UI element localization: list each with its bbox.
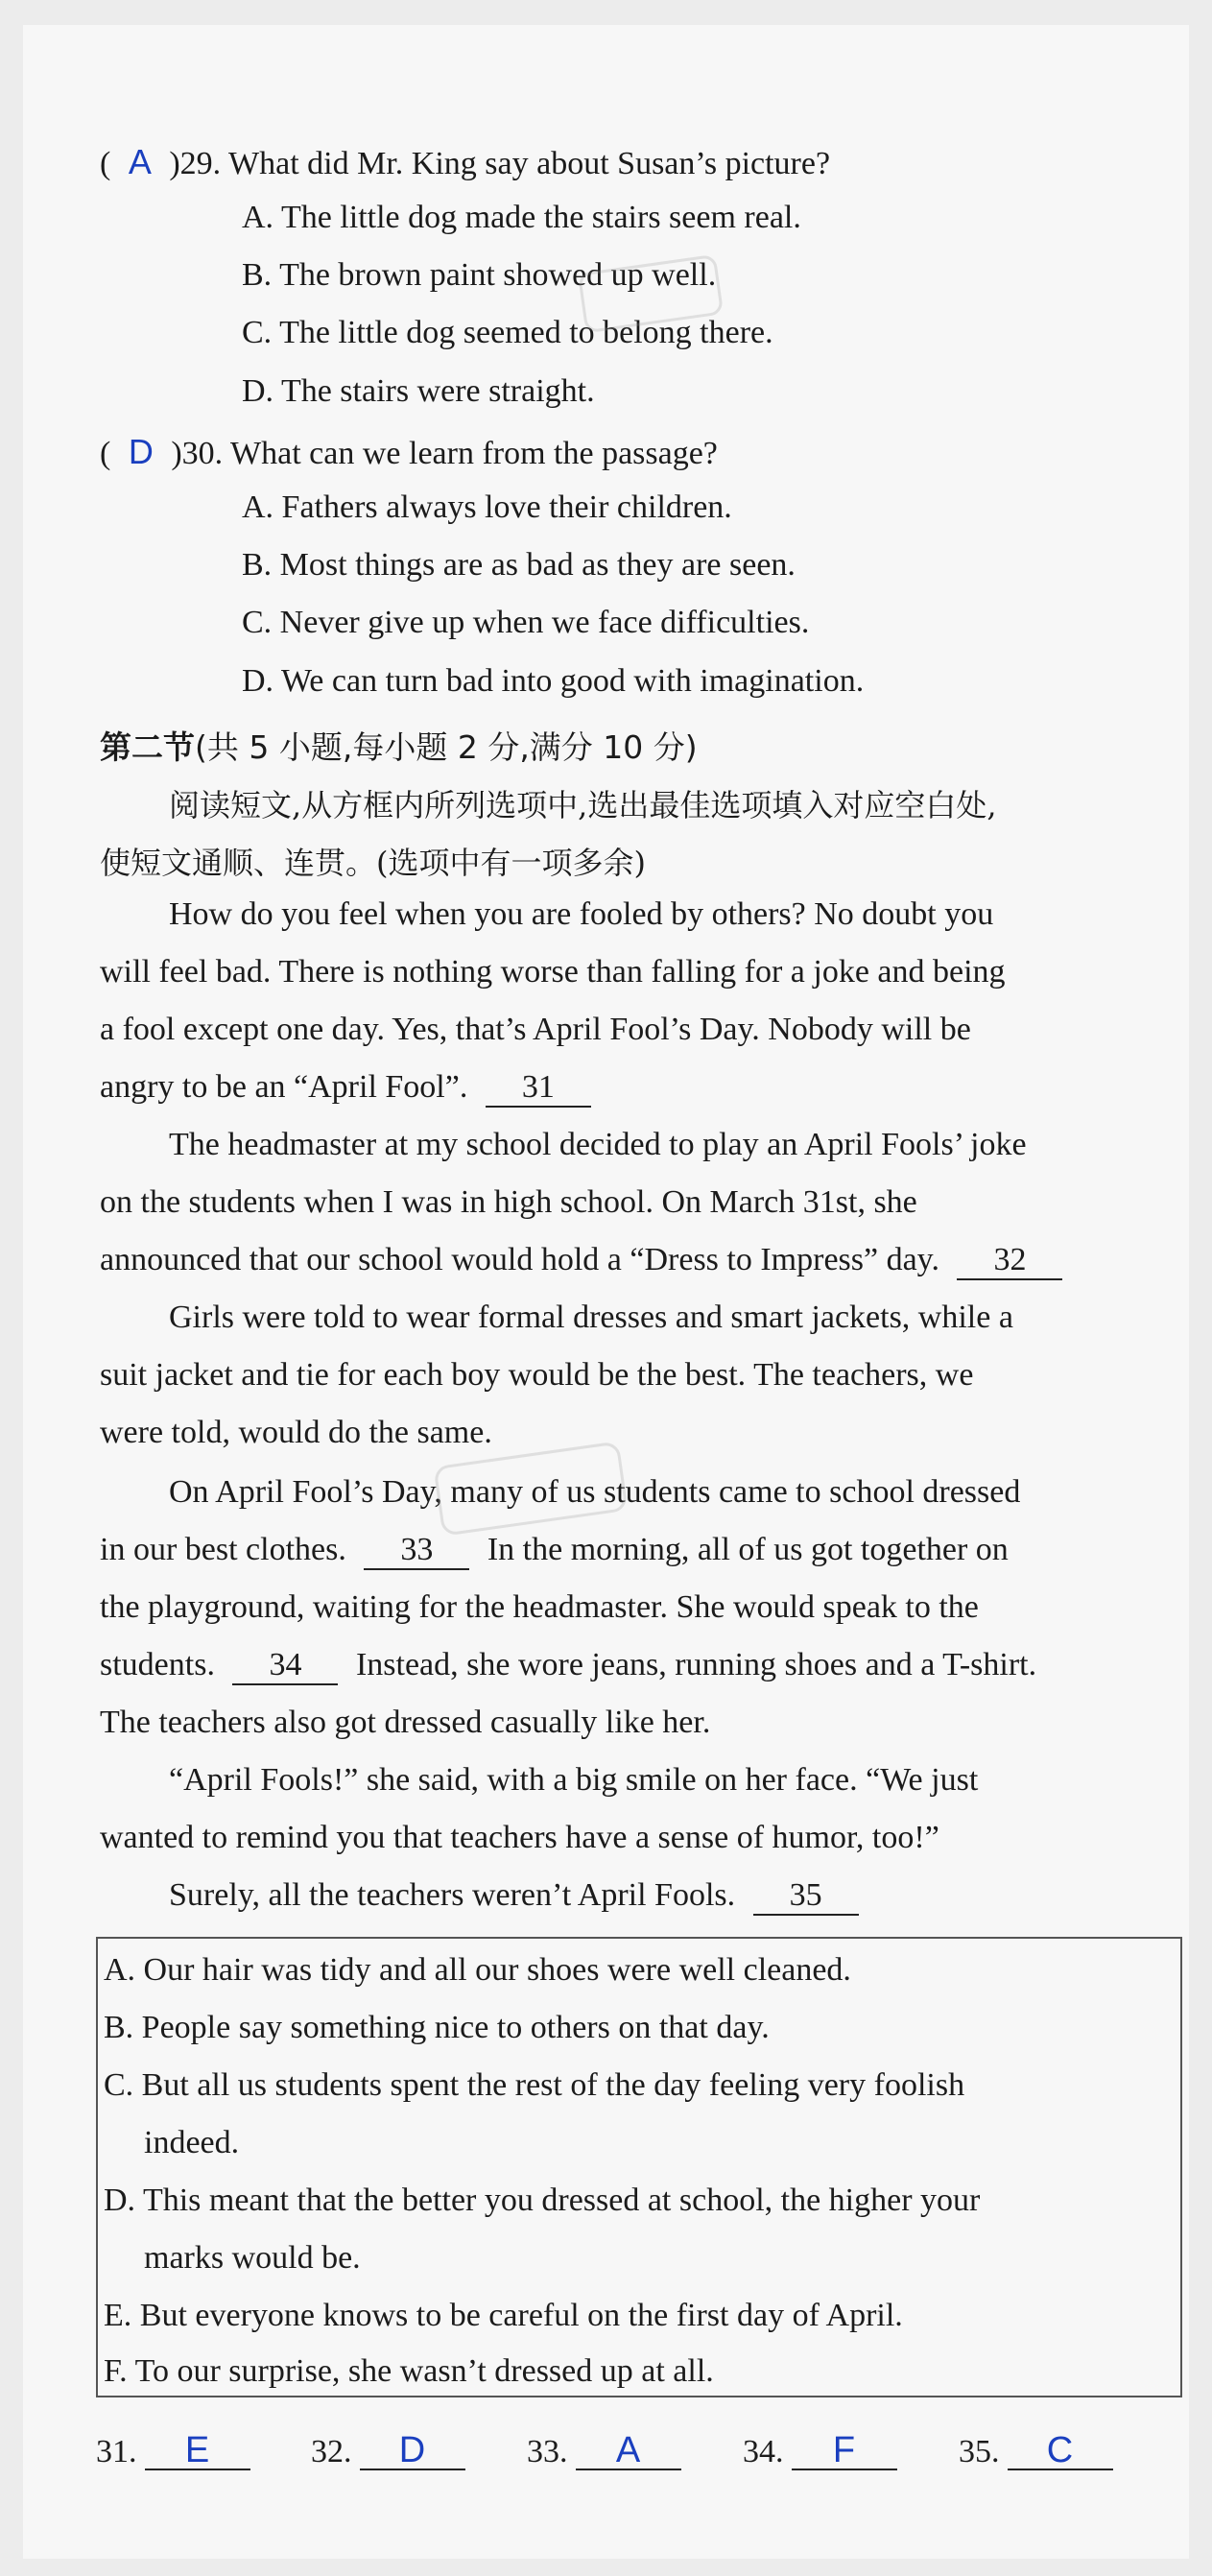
- blank-34: 34: [232, 1649, 338, 1685]
- answer-value: E: [145, 2432, 250, 2470]
- passage-p4-line3: the playground, waiting for the headmaster. She would speak to the: [100, 1589, 979, 1625]
- blank-31: 31: [486, 1071, 591, 1108]
- box-option-e: E. But everyone knows to be careful on the first day of April.: [104, 2298, 903, 2333]
- box-option-f: F. To our surprise, she wasn’t dressed up at all.: [104, 2353, 714, 2389]
- passage-p1-line2: will feel bad. There is nothing worse than falling for a joke and being: [100, 954, 1006, 990]
- box-option-c: C. But all us students spent the rest of the day feeling very foolish: [104, 2067, 965, 2103]
- q30-option-b: B. Most things are as bad as they are seen.: [242, 547, 796, 583]
- box-option-c-cont: indeed.: [144, 2125, 240, 2160]
- answer-32: [311, 2432, 465, 2470]
- passage-p5-line2: wanted to remind you that teachers have a sense of humor, too!”: [100, 1820, 939, 1855]
- answer-number: 31.: [96, 2434, 137, 2469]
- answer-number: 32.: [311, 2434, 352, 2469]
- answer-34: [743, 2432, 897, 2470]
- passage-p4-line2-text-b: In the morning, all of us got together on: [487, 1532, 1009, 1567]
- passage-p2-line3-text: announced that our school would hold a “Dress to Impress” day.: [100, 1242, 939, 1277]
- answer-31: [96, 2432, 250, 2470]
- passage-p1-line3: a fool except one day. Yes, that’s April Fool’s Day. Nobody will be: [100, 1012, 971, 1047]
- passage-p6-line1: [169, 1877, 859, 1916]
- paren-open: (: [100, 146, 111, 181]
- options-box: [96, 1937, 1182, 2397]
- passage-p1-line4-text: angry to be an “April Fool”.: [100, 1069, 468, 1105]
- passage-p2-line3: [100, 1242, 1062, 1280]
- box-option-d-cont: marks would be.: [144, 2240, 361, 2276]
- passage-p3-line3: were told, would do the same.: [100, 1415, 492, 1450]
- q29-option-b: B. The brown paint showed up well.: [242, 257, 717, 293]
- passage-p2-line1: The headmaster at my school decided to play an April Fools’ joke: [169, 1127, 1027, 1162]
- passage-p4-line2-text-a: in our best clothes.: [100, 1532, 346, 1567]
- q30-option-d: D. We can turn bad into good with imagination.: [242, 663, 865, 699]
- worksheet-page: [23, 25, 1189, 2559]
- section-title-bold: 第二节: [100, 728, 195, 766]
- instruction-line-1: 阅读短文,从方框内所列选项中,选出最佳选项填入对应空白处,: [169, 787, 997, 823]
- section-title: [100, 723, 698, 768]
- paren-close: ): [171, 436, 182, 471]
- section-title-rest: (共 5 小题,每小题 2 分,满分 10 分): [195, 728, 698, 766]
- q30-option-a: A. Fathers always love their children.: [242, 489, 732, 525]
- box-option-b: B. People say something nice to others on that day.: [104, 2010, 770, 2045]
- passage-p1-line1: How do you feel when you are fooled by others? No doubt you: [169, 896, 994, 932]
- passage-p4-line4-text-a: students.: [100, 1647, 215, 1682]
- q30-option-c: C. Never give up when we face difficulties.: [242, 605, 810, 640]
- box-option-a: A. Our hair was tidy and all our shoes were well cleaned.: [104, 1952, 851, 1988]
- answer-number: 33.: [527, 2434, 568, 2469]
- question-29: [100, 142, 830, 182]
- blank-35: 35: [753, 1879, 859, 1916]
- answer-value: A: [576, 2432, 681, 2470]
- passage-p2-line2: on the students when I was in high school. On March 31st, she: [100, 1184, 917, 1220]
- passage-p4-line1: On April Fool’s Day, many of us students came to school dressed: [169, 1474, 1021, 1510]
- box-option-d: D. This meant that the better you dressed at school, the higher your: [104, 2182, 981, 2218]
- passage-p1-line4: [100, 1069, 591, 1108]
- passage-p6-line1-text: Surely, all the teachers weren’t April Fools.: [169, 1877, 736, 1913]
- passage-p4-line4: [100, 1647, 1036, 1685]
- paren-close: ): [169, 146, 180, 181]
- q29-option-a: A. The little dog made the stairs seem real.: [242, 200, 801, 235]
- answer-number: 35.: [959, 2434, 1000, 2469]
- question-30: [100, 432, 718, 472]
- q29-option-d: D. The stairs were straight.: [242, 373, 595, 409]
- blank-33: 33: [364, 1534, 469, 1570]
- passage-p3-line1: Girls were told to wear formal dresses and smart jackets, while a: [169, 1300, 1013, 1335]
- answer-value: D: [360, 2432, 465, 2470]
- question-29-stem: 29. What did Mr. King say about Susan’s picture?: [179, 146, 831, 181]
- passage-p3-line2: suit jacket and tie for each boy would be the best. The teachers, we: [100, 1357, 974, 1393]
- answer-29: A: [128, 142, 152, 181]
- blank-32: 32: [957, 1244, 1062, 1280]
- answer-33: [527, 2432, 681, 2470]
- q29-option-c: C. The little dog seemed to belong there.: [242, 315, 773, 350]
- question-30-stem: 30. What can we learn from the passage?: [181, 436, 718, 471]
- paren-open: (: [100, 436, 111, 471]
- answer-value: F: [792, 2432, 897, 2470]
- passage-p4-line5: The teachers also got dressed casually like her.: [100, 1705, 711, 1740]
- passage-p4-line4-text-b: Instead, she wore jeans, running shoes and a T-shirt.: [355, 1647, 1037, 1682]
- passage-p5-line1: “April Fools!” she said, with a big smile on her face. “We just: [169, 1762, 979, 1798]
- instruction-line-2: 使短文通顺、连贯。(选项中有一项多余): [100, 845, 646, 881]
- answer-30: D: [128, 432, 154, 471]
- answer-35: [959, 2432, 1113, 2470]
- answer-value: C: [1008, 2432, 1113, 2470]
- answer-number: 34.: [743, 2434, 784, 2469]
